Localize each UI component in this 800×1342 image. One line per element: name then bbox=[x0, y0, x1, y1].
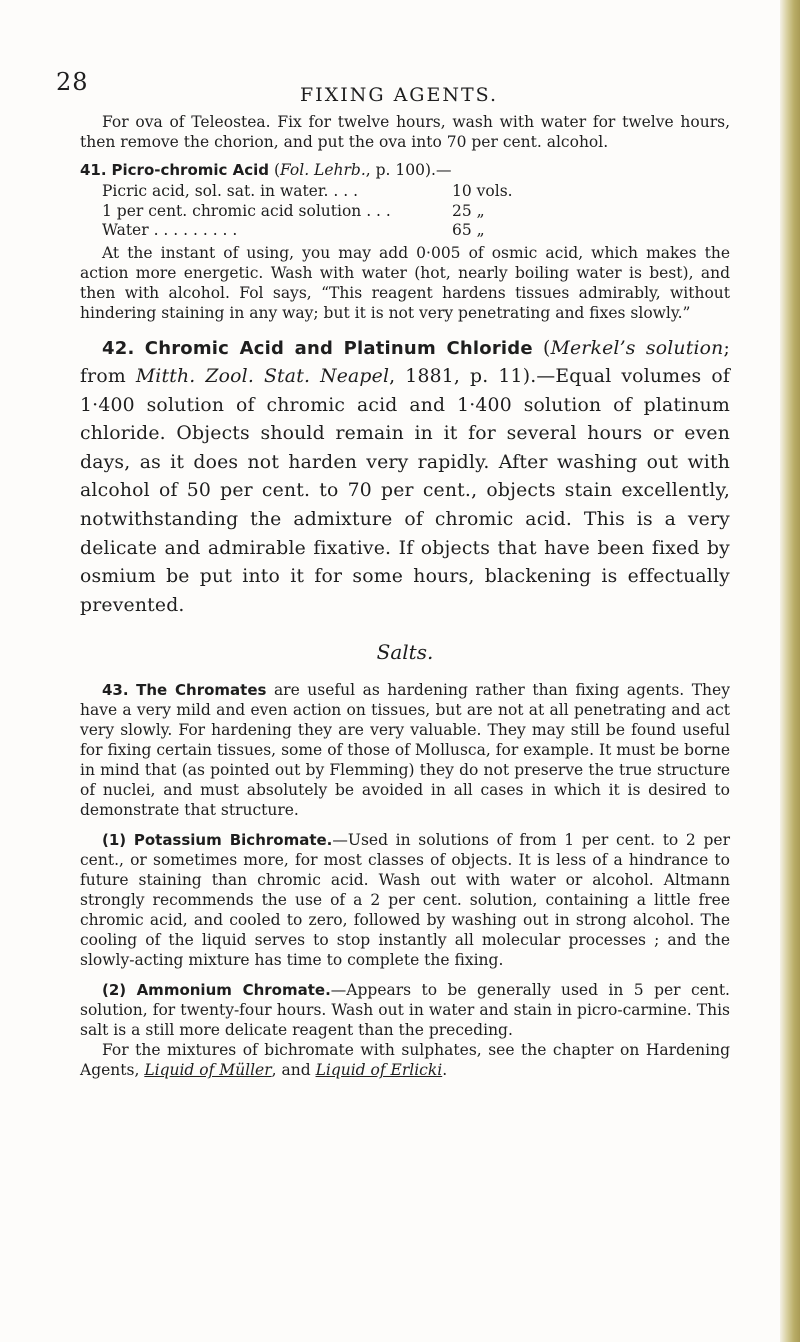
section-42-ref-mid: ; from bbox=[80, 337, 730, 388]
final-paragraph bbox=[80, 1040, 730, 1080]
ammonium-chromate-title: Ammonium Chromate. bbox=[136, 981, 331, 1000]
section-41-heading bbox=[80, 160, 730, 180]
recipe-table bbox=[102, 182, 522, 241]
section-42-ref-close: , 1881, p. 11).— bbox=[389, 366, 556, 388]
section-41-ref: Fol. Lehrb. bbox=[280, 161, 366, 179]
section-42-paragraph bbox=[80, 335, 730, 621]
final-text-3: . bbox=[442, 1061, 448, 1080]
section-42-number: 42. bbox=[102, 337, 135, 359]
recipe-ingredient: Picric acid, sol. sat. in water. bbox=[102, 182, 329, 200]
section-42-ref-1: Merkel’s solution bbox=[550, 337, 724, 359]
ammonium-chromate-paragraph bbox=[80, 980, 730, 1040]
recipe-leader: . . . bbox=[361, 201, 391, 220]
section-41-title: Picro-chromic Acid bbox=[111, 161, 270, 179]
recipe-ingredient: 1 per cent. chromic acid solution bbox=[102, 201, 362, 220]
recipe-row bbox=[102, 182, 522, 202]
potassium-bichromate-title: Potassium Bichromate. bbox=[133, 831, 333, 850]
page-content bbox=[80, 112, 730, 1080]
section-42-body: Equal volumes of 1·400 solution of chromic acid and 1·400 solution of platinum chloride. Objects should remain in it for several hours or even days, as it does not harden very rapidly. After washing out with alcohol of 50 per cent. to 70 per cent., objects stain excellently, notwithstanding the admixture of chromic acid. This is a very delicate and admirable fixative. If objects that have been fixed by osmium be put into it for some hours, blackening is effectually prevented. bbox=[80, 366, 730, 616]
recipe-quantity: 65 „ bbox=[452, 221, 485, 239]
section-43-body: are useful as hardening rather than fixing agents. They have a very mild and even action on tissues, but are not at all penetrating and act very slowly. For hardening they are very valuable. They may still be found useful for fixing certain tissues, some of those of Mollusca, for example. It must be borne in mind that (as pointed out by Flemming) they do not preserve the true structure of nuclei, and must absolutely be avoided in all cases in which it is desired to demonstrate that structure. bbox=[80, 681, 730, 820]
section-41-ref-open: ( bbox=[269, 161, 280, 179]
recipe-quantity: 25 „ bbox=[452, 201, 485, 220]
potassium-bichromate-paragraph bbox=[80, 830, 730, 970]
recipe-row bbox=[102, 202, 522, 222]
recipe-quantity: 10 vols. bbox=[452, 182, 513, 200]
ammonium-chromate-body: —Appears to be generally used in 5 per cent. solution, for twenty-four hours. Wash out in water and stain in picro-carmine. This salt is a still more delicate reagent than the preceding. bbox=[80, 981, 730, 1040]
recipe-row bbox=[102, 221, 522, 241]
recipe-leader: . . . . . . . . . bbox=[148, 221, 238, 239]
potassium-bichromate-body: —Used in solutions of from 1 per cent. to 2 per cent., or sometimes more, for most classes of objects. It is less of a hindrance to future staining than chromic acid. Wash out with water or alcohol. Altmann strongly recommends the use of a 2 per cent. solution, containing a little free chromic acid, and cooled to zero, followed by washing out in strong alcohol. The cooling of the liquid serves to stop instantly all molecular processes ; and the slowly-acting mixture has time to complete the fixing. bbox=[80, 831, 730, 970]
recipe-ingredient: Water bbox=[102, 221, 149, 239]
page-number: 28 bbox=[56, 68, 89, 96]
section-42-title: Chromic Acid and Platinum Chloride bbox=[144, 337, 533, 359]
section-41-ref-close: , p. 100).— bbox=[365, 161, 452, 179]
section-42-ref-2: Mitth. Zool. Stat. Neapel bbox=[135, 366, 390, 388]
liquid-of-muller-ref: Liquid of Müller bbox=[144, 1061, 272, 1080]
recipe-leader: . . . bbox=[328, 182, 359, 200]
liquid-of-erlicki-ref: Liquid of Erlicki bbox=[315, 1061, 443, 1080]
intro-paragraph: For ova of Teleostea. Fix for twelve hours, wash with water for twelve hours, then remove the chorion, and put the ova into 70 per cent. alcohol. bbox=[80, 113, 730, 151]
section-41-body: At the instant of using, you may add 0·005 of osmic acid, which makes the action more energetic. Wash with water (hot, nearly boiling water is best), and then with alcohol. Fol says, “This reagent hardens tissues admirably, without hindering staining in any way; but it is not very penetrating and fixes slowly.” bbox=[80, 243, 730, 322]
section-41-number: 41. bbox=[80, 161, 107, 179]
section-42-ref-open: ( bbox=[532, 337, 551, 359]
section-43-title: The Chromates bbox=[136, 681, 267, 700]
running-head: FIXING AGENTS. bbox=[300, 84, 499, 106]
page-edge bbox=[780, 0, 800, 1342]
final-text-1: For the mixtures of bichromate with sulphates, see the chapter on Hardening Agents, bbox=[80, 1041, 730, 1080]
item-2-number: (2) bbox=[102, 981, 127, 1000]
item-1-number: (1) bbox=[102, 831, 127, 850]
section-title-salts: Salts. bbox=[376, 640, 434, 665]
final-text-2: , and bbox=[271, 1061, 316, 1080]
section-43-paragraph bbox=[80, 680, 730, 820]
section-43-number: 43. bbox=[102, 681, 129, 700]
